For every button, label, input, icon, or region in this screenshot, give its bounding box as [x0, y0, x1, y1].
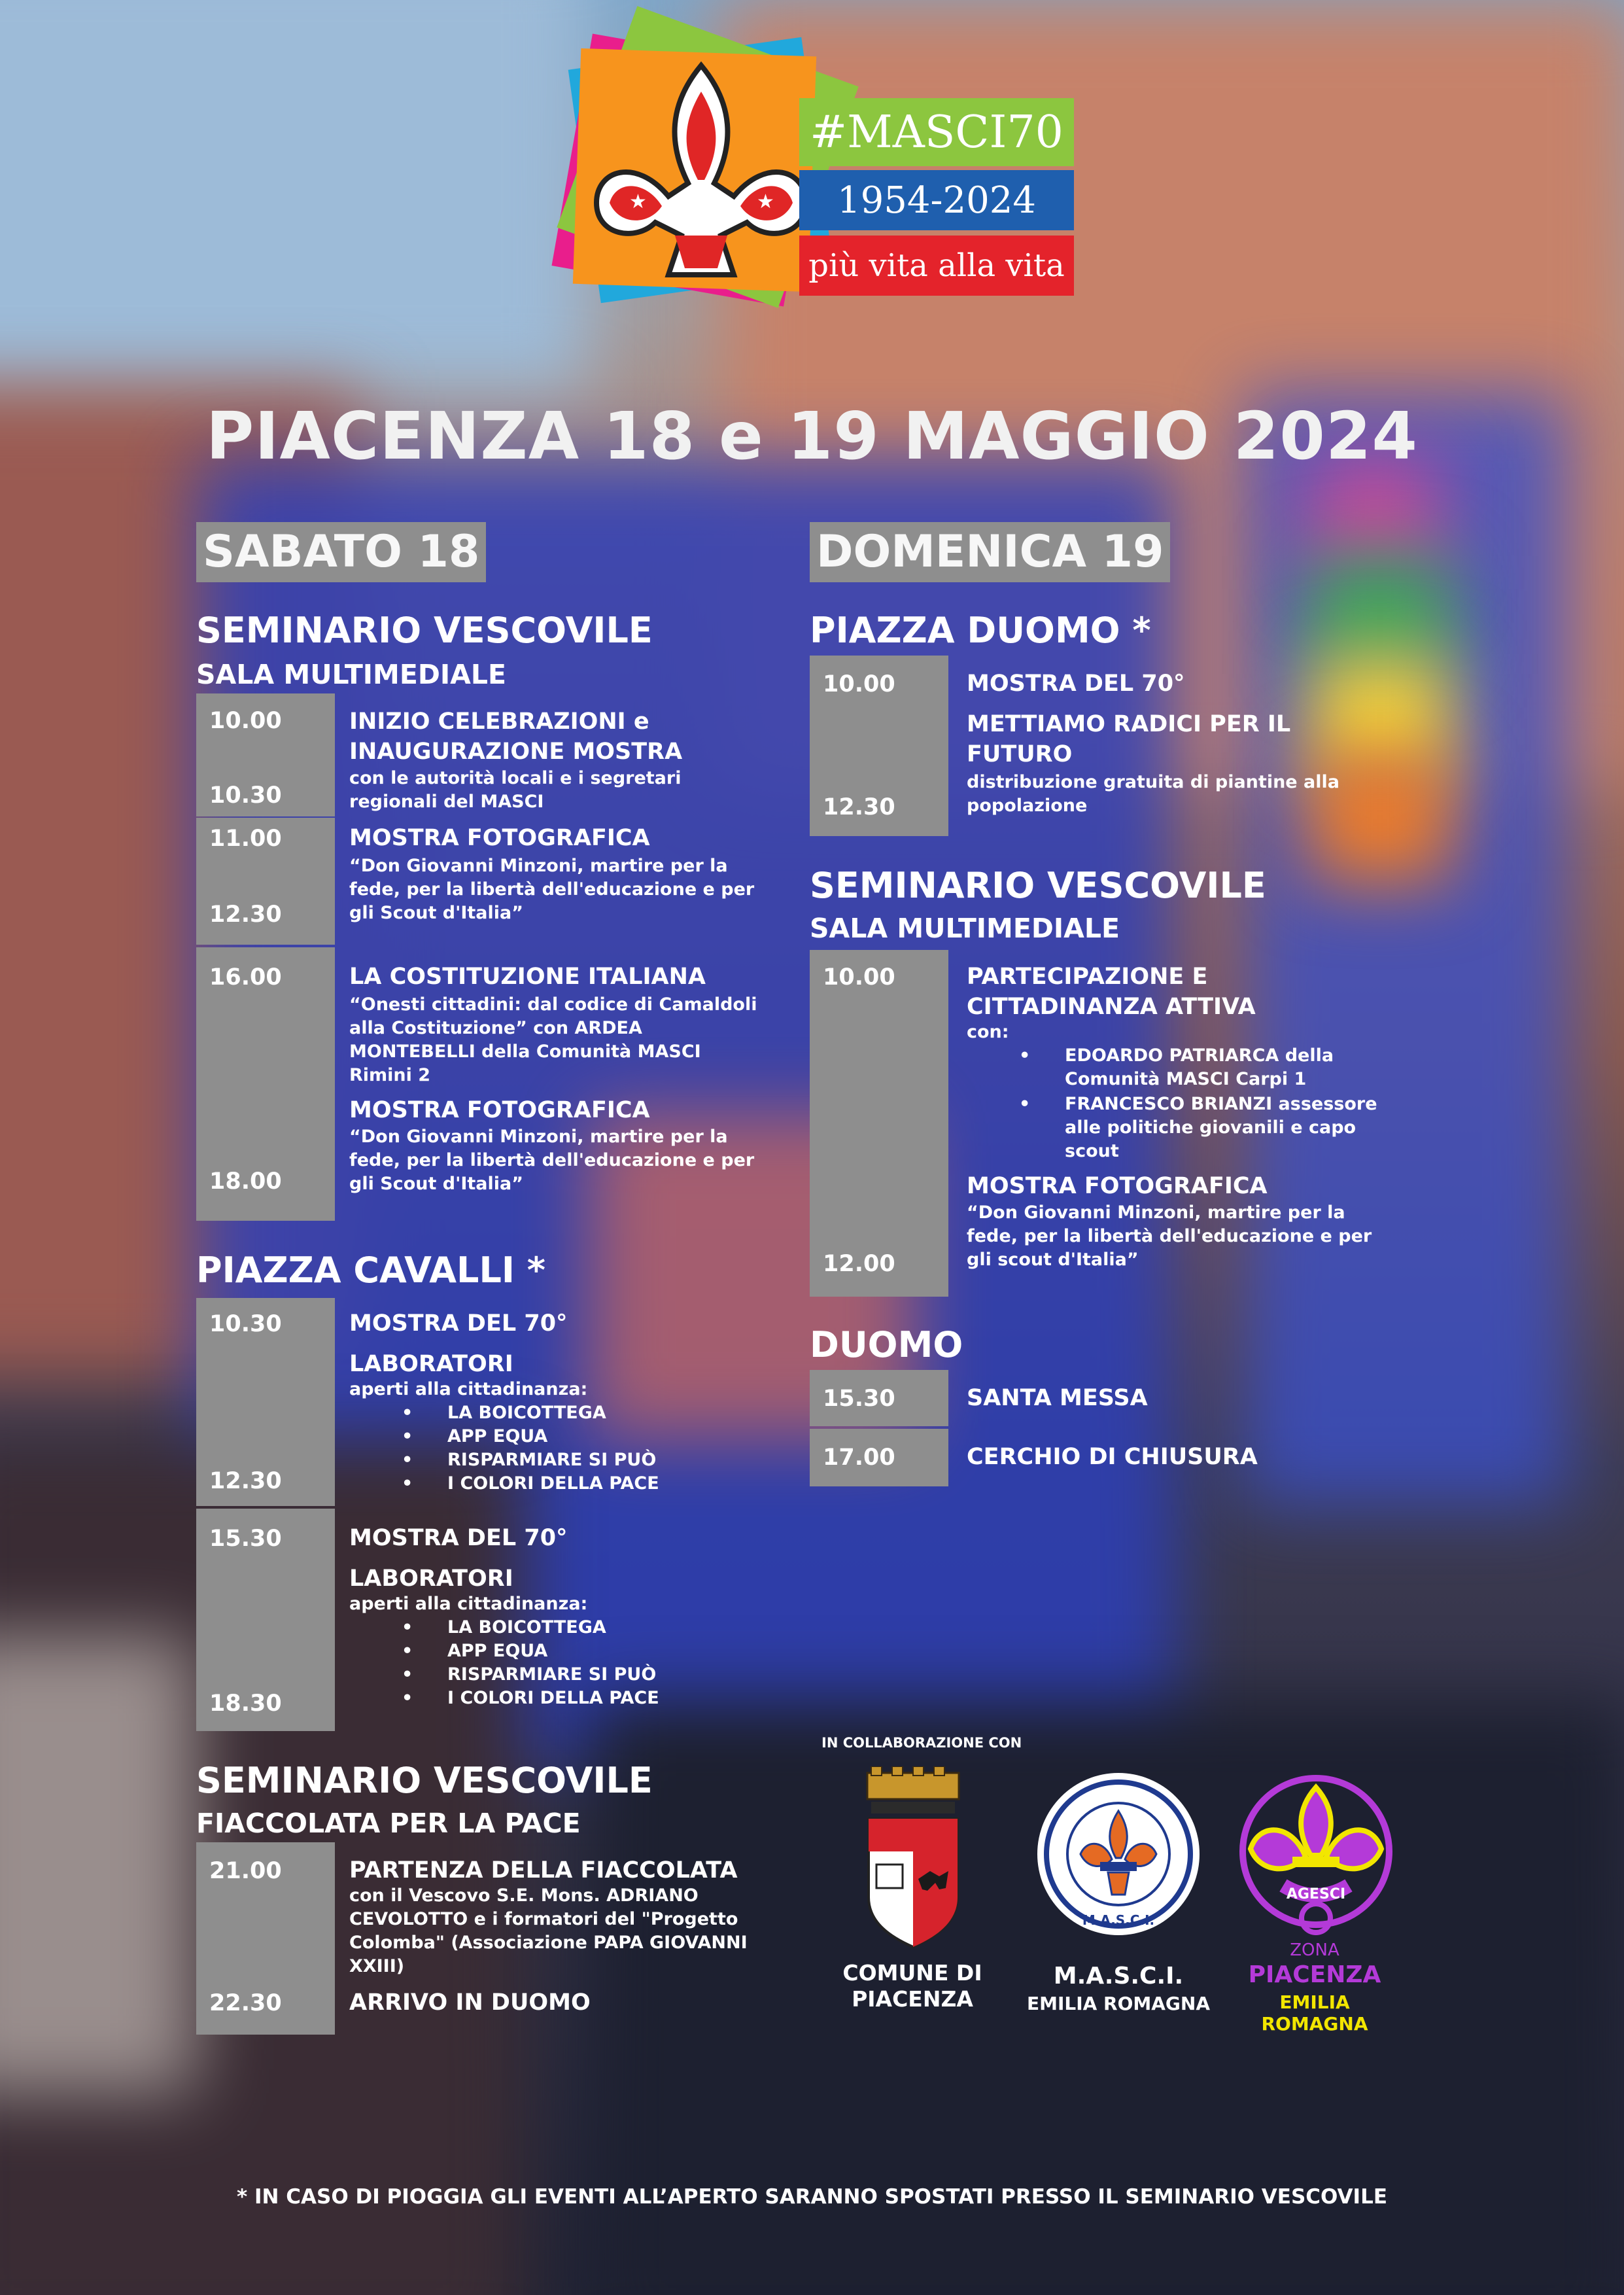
- start-time: 15.30: [209, 1526, 282, 1552]
- event-description: con il Vescovo S.E. Mons. ADRIANO CEVOLOTTO e i formatori del "Progetto Colomba" (Associazione PAPA GIOVANNI XXIII): [349, 1885, 748, 1976]
- event-title: PARTECIPAZIONE E CITTADINANZA ATTIVA: [967, 964, 1256, 1020]
- list-item: • I COLORI DELLA PACE: [402, 1473, 659, 1494]
- event-title: ARRIVO IN DUOMO: [349, 1989, 591, 2016]
- venue-duomo: DUOMO: [810, 1324, 963, 1365]
- event-title: LABORATORI: [349, 1566, 513, 1592]
- end-time: 12.00: [823, 1251, 895, 1277]
- event-title: MOSTRA FOTOGRAFICA: [967, 1173, 1268, 1199]
- list-item: • I COLORI DELLA PACE: [402, 1688, 659, 1708]
- event-title: PARTENZA DELLA FIACCOLATA: [349, 1857, 738, 1883]
- event-title: INIZIO CELEBRAZIONI e INAUGURAZIONE MOSTRA: [349, 709, 683, 765]
- event-title: METTIAMO RADICI PER IL FUTURO: [967, 711, 1291, 767]
- comune-crest-icon: [862, 1766, 964, 1950]
- end-time: 18.30: [209, 1691, 282, 1717]
- start-time: 21.00: [209, 1858, 282, 1884]
- room-sala-multimediale-sun: SALA MULTIMEDIALE: [810, 913, 1120, 944]
- start-time: 11.00: [209, 826, 282, 852]
- svg-text:M.A.S.C.I.: M.A.S.C.I.: [1082, 1912, 1155, 1928]
- svg-text:★: ★: [629, 190, 647, 213]
- partners-intro: IN COLLABORAZIONE CON: [821, 1735, 1022, 1751]
- venue-seminario-sun: SEMINARIO VESCOVILE: [810, 865, 1266, 906]
- svg-text:AGESCI: AGESCI: [1286, 1886, 1346, 1902]
- start-time: 15.30: [823, 1386, 895, 1412]
- end-time: 10.30: [209, 782, 282, 809]
- event-title: MOSTRA DEL 70°: [349, 1525, 568, 1551]
- event-description: “Don Giovanni Minzoni, martire per la fede, per la libertà dell'educazione e per gli Scout d'Italia”: [349, 856, 755, 923]
- end-time: 18.00: [209, 1168, 282, 1195]
- room-fiaccolata: FIACCOLATA PER LA PACE: [196, 1808, 581, 1839]
- speaker-list: [1019, 1044, 1405, 1163]
- start-time: 10.00: [209, 708, 282, 734]
- end-time: 12.30: [823, 794, 895, 820]
- svg-text:★: ★: [757, 190, 774, 213]
- event-title: MOSTRA DEL 70°: [349, 1310, 568, 1337]
- event-description: con le autorità locali e i segretari regionali del MASCI: [349, 768, 682, 812]
- masci-name: M.A.S.C.I.: [1053, 1963, 1184, 1989]
- end-time: 12.30: [209, 1468, 282, 1494]
- masci70-logo: [544, 13, 1107, 366]
- event-description: “Don Giovanni Minzoni, martire per la fede, per la libertà dell'educazione e per gli Scout d'Italia”: [349, 1127, 755, 1194]
- masci-region: EMILIA ROMAGNA: [1026, 1993, 1211, 2014]
- start-time: 17.00: [823, 1445, 895, 1471]
- event-title: MOSTRA FOTOGRAFICA: [349, 825, 650, 851]
- logo-motto: più vita alla vita: [799, 236, 1074, 296]
- list-item: • LA BOICOTTEGA: [402, 1617, 606, 1638]
- agesci-zona: ZONA: [1290, 1940, 1339, 1960]
- event-description: “Onesti cittadini: dal codice di Camaldoli alla Costituzione” con ARDEA MONTEBELLI della Comunità MASCI Rimini 2: [349, 994, 757, 1085]
- venue-seminario-fiaccolata: SEMINARIO VESCOVILE: [196, 1760, 653, 1801]
- event-title: MOSTRA FOTOGRAFICA: [349, 1097, 650, 1123]
- venue-seminario-sat: SEMINARIO VESCOVILE: [196, 610, 653, 651]
- rain-notice: * IN CASO DI PIOGGIA GLI EVENTI ALL’APERTO SARANNO SPOSTATI PRESSO IL SEMINARIO VESCOVILE: [236, 2185, 1388, 2209]
- room-sala-multimediale-sat: SALA MULTIMEDIALE: [196, 659, 507, 690]
- agesci-region: EMILIA ROMAGNA: [1261, 1991, 1368, 2035]
- list-item: • LA BOICOTTEGA: [402, 1403, 606, 1423]
- start-time: 10.00: [823, 964, 895, 990]
- list-item: • RISPARMIARE SI PUÒ: [402, 1664, 657, 1685]
- start-time: 10.30: [209, 1311, 282, 1337]
- list-item: • EDOARDO PATRIARCA della Comunità MASCI Carpi 1: [1019, 1045, 1334, 1089]
- start-time: 16.00: [209, 964, 282, 990]
- fleur-de-lis-icon: [570, 39, 832, 301]
- logo-years: 1954-2024: [799, 170, 1074, 230]
- logo-hashtag: #MASCI70: [799, 98, 1074, 166]
- workshop-list: [402, 1616, 659, 1710]
- masci-badge-icon: [1035, 1770, 1202, 1938]
- day-label-saturday: SABATO 18: [196, 522, 486, 582]
- list-item: • FRANCESCO BRIANZI assessore alle politiche giovanili e capo scout: [1019, 1094, 1377, 1161]
- list-item: • APP EQUA: [402, 1641, 548, 1661]
- event-description: distribuzione gratuita di piantine alla popolazione: [967, 772, 1339, 816]
- start-time: 10.00: [823, 671, 895, 697]
- page-title: PIACENZA 18 e 19 MAGGIO 2024: [206, 398, 1418, 474]
- event-title: LA COSTITUZIONE ITALIANA: [349, 964, 706, 990]
- agesci-city: PIACENZA: [1248, 1961, 1381, 1988]
- end-time: 22.30: [209, 1990, 282, 2016]
- time-block: [810, 950, 948, 1297]
- comune-name: COMUNE DI PIACENZA: [842, 1960, 982, 2012]
- venue-piazza-duomo: PIAZZA DUOMO *: [810, 610, 1151, 651]
- agesci-badge-icon: [1237, 1770, 1394, 1940]
- event-title: LABORATORI: [349, 1351, 513, 1377]
- event-description: aperti alla cittadinanza:: [349, 1379, 588, 1399]
- event-title: CERCHIO DI CHIUSURA: [967, 1444, 1258, 1470]
- list-item: • RISPARMIARE SI PUÒ: [402, 1450, 657, 1470]
- venue-piazza-cavalli: PIAZZA CAVALLI *: [196, 1250, 545, 1291]
- end-time: 12.30: [209, 902, 282, 928]
- event-title: MOSTRA DEL 70°: [967, 671, 1185, 697]
- event-description: “Don Giovanni Minzoni, martire per la fede, per la libertà dell'educazione e per gli scout d'Italia”: [967, 1202, 1372, 1270]
- event-title: SANTA MESSA: [967, 1385, 1148, 1411]
- workshop-list: [402, 1401, 659, 1496]
- event-description: aperti alla cittadinanza:: [349, 1594, 588, 1614]
- list-item: • APP EQUA: [402, 1426, 548, 1446]
- day-label-sunday: DOMENICA 19: [810, 522, 1170, 582]
- event-description: con:: [967, 1022, 1009, 1042]
